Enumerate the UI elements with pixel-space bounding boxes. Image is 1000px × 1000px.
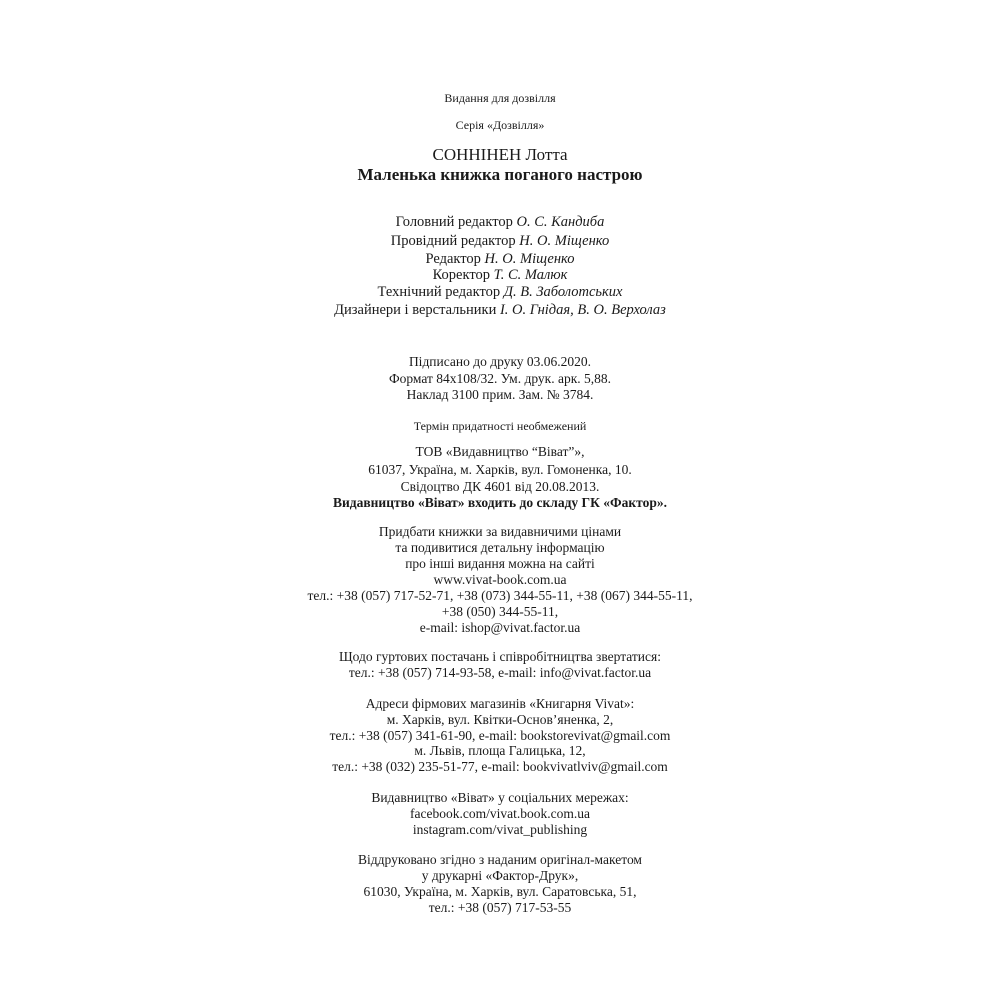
- credit-name: Т. С. Малюк: [493, 267, 568, 283]
- printed-line-1: Віддруковано згідно з наданим оригінал-макетом: [358, 852, 642, 867]
- credit-line: [0, 234, 1000, 249]
- credit-name: О. С. Кандиба: [516, 214, 605, 230]
- credit-line: [0, 215, 1000, 230]
- print-run: Наклад 3100 прим. Зам. № 3784.: [406, 387, 594, 402]
- credit-name: І. О. Гнідая, В. О. Верхолаз: [499, 302, 666, 318]
- print-format: Формат 84х108/32. Ум. друк. арк. 5,88.: [388, 371, 612, 386]
- credit-role: Технічний редактор: [377, 284, 501, 300]
- store-lviv-contact: тел.: +38 (032) 235-51-77, e-mail: bookvivatlviv@gmail.com: [332, 759, 668, 774]
- social-heading: Видавництво «Віват» у соціальних мережах:: [371, 790, 629, 805]
- store-lviv-address: м. Львів, площа Галицька, 12,: [414, 743, 586, 758]
- credit-name: Н. О. Міщенко: [519, 233, 610, 249]
- facebook-link[interactable]: facebook.com/vivat.book.com.ua: [410, 806, 590, 821]
- credit-role: Редактор: [425, 251, 481, 267]
- credit-role: Головний редактор: [395, 214, 513, 230]
- shop-phones: тел.: +38 (057) 717-52-71, +38 (073) 344-55-11, +38 (067) 344-55-11,: [307, 588, 693, 603]
- buy-line-3: про інші видання можна на сайті: [405, 556, 595, 571]
- stores-heading: Адреси фірмових магазинів «Книгарня Vivat»:: [365, 696, 635, 711]
- credit-role: Провідний редактор: [390, 233, 516, 249]
- series-name: Серія «Дозвілля»: [455, 118, 545, 132]
- print-signed: Підписано до друку 03.06.2020.: [408, 354, 592, 369]
- buy-line-2: та подивитися детальну інформацію: [395, 540, 605, 555]
- credit-line: [0, 268, 1000, 283]
- validity-note: Термін придатності необмежений: [413, 419, 587, 433]
- credit-line: [0, 252, 1000, 267]
- wholesale-contact: тел.: +38 (057) 714-93-58, e-mail: info@vivat.factor.ua: [348, 665, 652, 680]
- printed-line-3: 61030, Україна, м. Харків, вул. Саратовська, 51,: [363, 884, 637, 899]
- credit-name: Н. О. Міщенко: [484, 251, 575, 267]
- printed-line-4: тел.: +38 (057) 717-53-55: [428, 900, 572, 915]
- shop-phones-extra: +38 (050) 344-55-11,: [441, 604, 559, 619]
- credit-role: Дизайнери і верстальники: [334, 302, 497, 318]
- buy-line-1: Придбати книжки за видавничими цінами: [378, 524, 622, 539]
- instagram-link[interactable]: instagram.com/vivat_publishing: [412, 822, 588, 837]
- store-kharkiv-address: м. Харків, вул. Квітки-Основ’яненка, 2,: [386, 712, 614, 727]
- store-kharkiv-contact: тел.: +38 (057) 341-61-90, e-mail: bookstorevivat@gmail.com: [329, 728, 671, 743]
- printed-line-2: у друкарні «Фактор-Друк»,: [421, 868, 579, 883]
- credit-line: [0, 285, 1000, 300]
- shop-email[interactable]: e-mail: ishop@vivat.factor.ua: [419, 620, 581, 635]
- website-link[interactable]: www.vivat-book.com.ua: [433, 572, 567, 587]
- publisher-certificate: Свідоцтво ДК 4601 від 20.08.2013.: [400, 479, 600, 494]
- credit-role: Коректор: [432, 267, 490, 283]
- edition-type: Видання для дозвілля: [444, 91, 556, 105]
- publisher-name: ТОВ «Видавництво “Віват”»,: [415, 444, 585, 459]
- credit-line: [0, 303, 1000, 318]
- publisher-address: 61037, Україна, м. Харків, вул. Гомоненка, 10.: [368, 462, 632, 477]
- book-author: СОННІНЕН Лотта: [432, 145, 568, 164]
- publisher-group: Видавництво «Віват» входить до складу ГК «Фактор».: [333, 495, 667, 510]
- wholesale-line-1: Щодо гуртових постачань і співробітництва звертатися:: [339, 649, 661, 664]
- book-title: Маленька книжка поганого настрою: [357, 165, 643, 184]
- credit-name: Д. В. Заболотських: [503, 284, 623, 300]
